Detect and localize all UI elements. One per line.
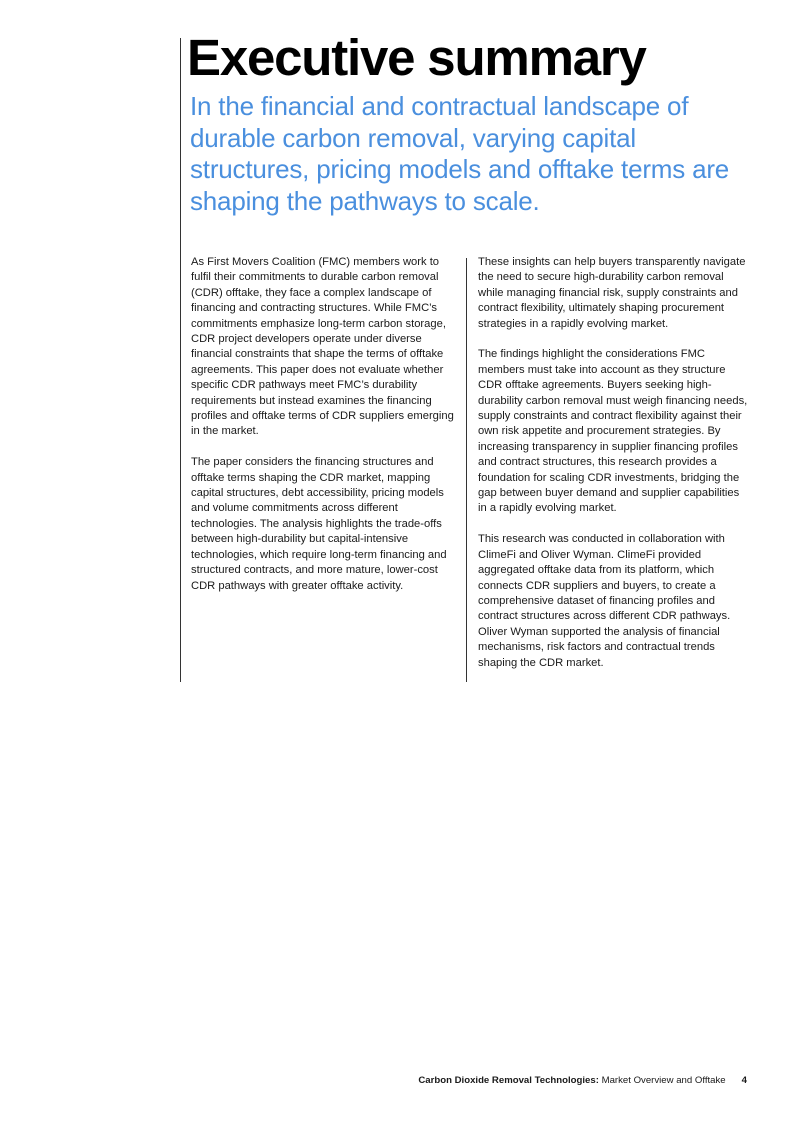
footer-report-title-rest: Market Overview and Offtake xyxy=(598,1075,726,1086)
left-text-column xyxy=(191,255,461,609)
page-title: Executive summary xyxy=(187,29,646,86)
footer-report-title-bold: Carbon Dioxide Removal Technologies: xyxy=(418,1075,599,1086)
page-footer xyxy=(418,1075,747,1086)
body-paragraph: The findings highlight the considerations FMC members must take into account as they structure CDR offtake agreements. Buyers seeking high-durability carbon removal must weigh financing needs, supply constraints and contract flexibility against their own risk appetite and procurement strategies. By increasing transparency in supplier financing profiles and contract structures, this research provides a foundation for scaling CDR investments, bridging the gap between buyer demand and supplier capabilities in a rapidly evolving market. xyxy=(478,348,748,515)
right-text-column xyxy=(478,255,750,686)
body-paragraph: The paper considers the financing structures and offtake terms shaping the CDR market, mapping capital structures, debt accessibility, pricing models and volume commitments across different technologies. The analysis highlights the trade-offs between high-durability but capital-intensive technologies, which require long-term financing and structured contracts, and more mature, lower-cost CDR pathways with greater offtake activity. xyxy=(191,456,447,592)
page-subtitle: In the financial and contractual landscape of durable carbon removal, varying capital structures, pricing models and offtake terms are shaping the pathways to scale. xyxy=(190,91,730,216)
body-paragraph: These insights can help buyers transparently navigate the need to secure high-durability carbon removal while managing financial risk, supply constraints and contract flexibility, ultimately shaping procurement strategies in a rapidly evolving market. xyxy=(478,256,746,330)
page-number: 4 xyxy=(741,1075,747,1086)
body-paragraph: As First Movers Coalition (FMC) members work to fulfil their commitments to durable carbon removal (CDR) offtake, they face a complex landscape of financing and contracting structures. While FMC’s commitments emphasize long-term carbon storage, CDR project developers operate under diverse financial constraints that shape the terms of offtake agreements. This paper does not evaluate whether specific CDR pathways meet FMC’s durability requirements but instead examines the financing profiles and offtake terms of CDR suppliers emerging in the market. xyxy=(191,256,454,438)
left-margin-rule xyxy=(180,38,181,682)
column-divider-rule xyxy=(466,258,467,682)
body-paragraph: This research was conducted in collaboration with ClimeFi and Oliver Wyman. ClimeFi provided aggregated offtake data from its platform, which connects CDR suppliers and buyers, to create a comprehensive dataset of financing profiles and contract structures across different CDR pathways. Oliver Wyman supported the analysis of financial mechanisms, risk factors and contractual trends shaping the CDR market. xyxy=(478,533,731,669)
